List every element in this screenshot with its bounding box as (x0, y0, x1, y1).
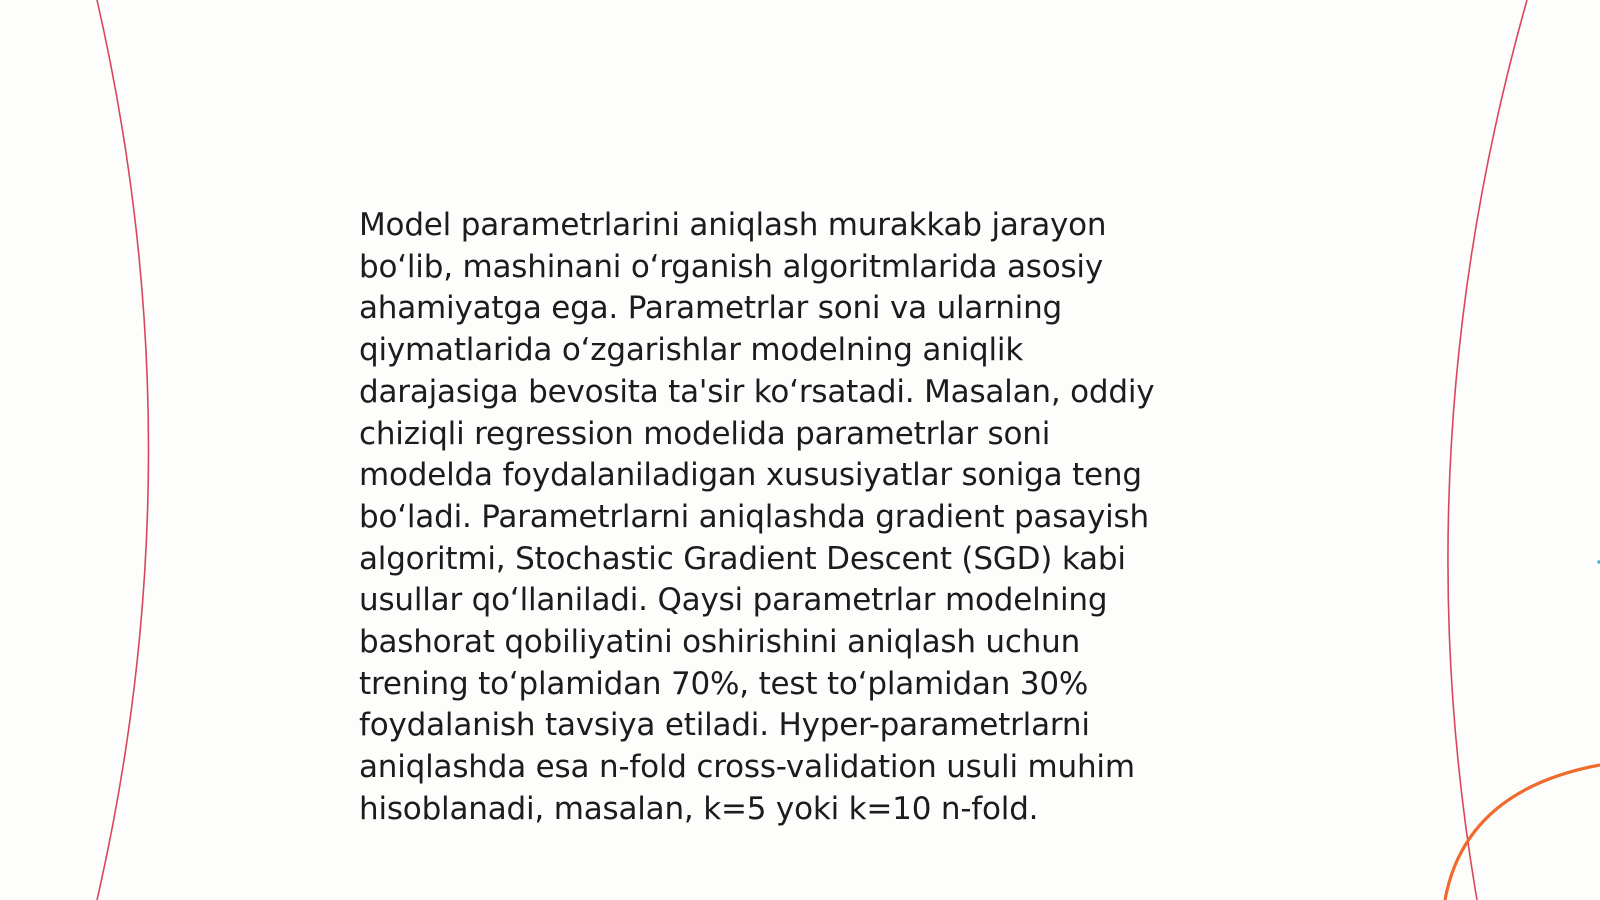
paragraph-line: darajasiga bevosita ta'sir ko‘rsatadi. Masalan, oddiy (359, 373, 1155, 410)
right-curve-line (1448, 0, 1527, 900)
paragraph-line: bo‘ladi. Parametrlarni aniqlashda gradient pasayish (359, 498, 1149, 535)
orange-arc (1445, 765, 1600, 900)
paragraph-line: chiziqli regression modelida parametrlar soni (359, 415, 1051, 452)
paragraph-line: trening to‘plamidan 70%, test to‘plamidan 30% (359, 665, 1089, 702)
paragraph-line: bashorat qobiliyatini oshirishini aniqlash uchun (359, 624, 1081, 661)
body-paragraph (359, 205, 1199, 831)
paragraph-line: usullar qo‘llaniladi. Qaysi parametrlar modelning (359, 582, 1108, 619)
paragraph-line: qiymatlarida o‘zgarishlar modelning aniqlik (359, 332, 1024, 369)
paragraph-line: algoritmi, Stochastic Gradient Descent (SGD) kabi (359, 540, 1126, 577)
paragraph-line: hisoblanadi, masalan, k=5 yoki k=10 n-fold. (359, 790, 1039, 827)
paragraph-line: foydalanish tavsiya etiladi. Hyper-parametrlarni (359, 707, 1090, 744)
paragraph-line: Model parametrlarini aniqlash murakkab jarayon (359, 207, 1107, 243)
paragraph-line: ahamiyatga ega. Parametrlar soni va ularning (359, 290, 1063, 327)
paragraph-line: modelda foydalaniladigan xususiyatlar soniga teng (359, 457, 1142, 494)
paragraph-line: bo‘lib, mashinani o‘rganish algoritmlarida asosiy (359, 248, 1103, 285)
left-curve-line (97, 0, 149, 900)
paragraph-line: aniqlashda esa n-fold cross-validation usuli muhim (359, 749, 1135, 786)
